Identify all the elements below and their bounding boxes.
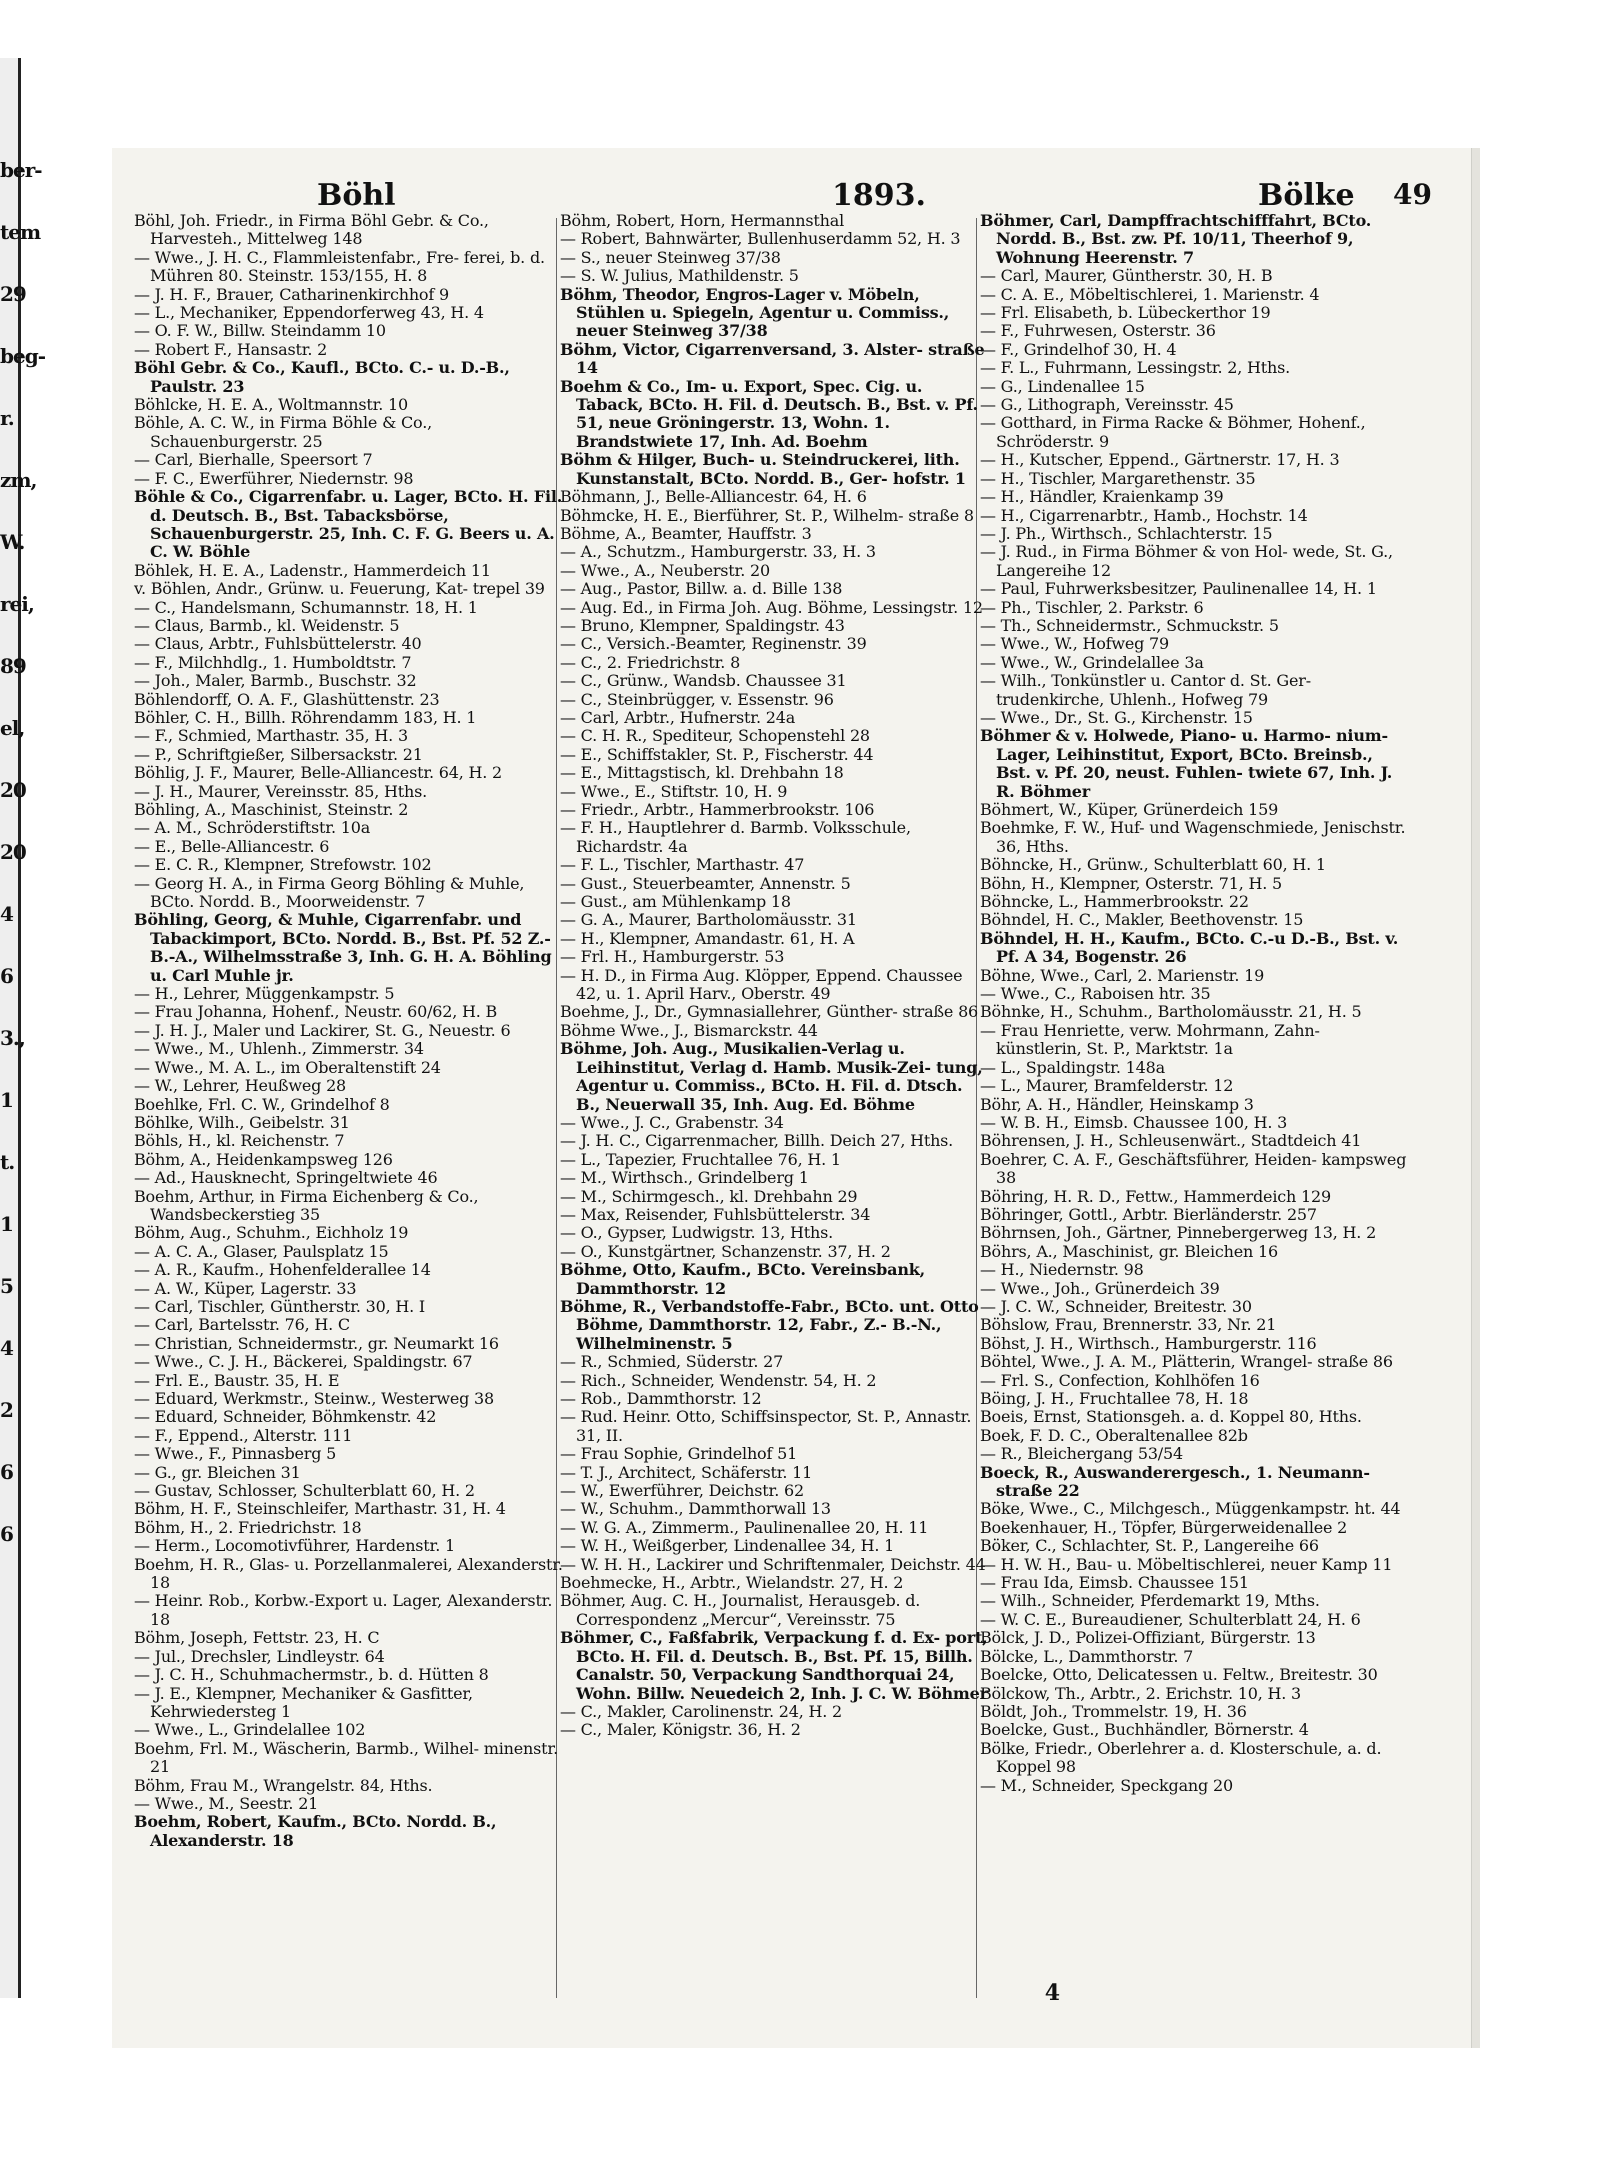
directory-entry: — H., Händler, Kraienkamp 39: [980, 487, 1224, 507]
directory-entry: Boehm, H. R., Glas- u. Porzellanmalerei, Alexanderstr. 18: [134, 1554, 563, 1593]
year-heading: 1893.: [832, 178, 926, 213]
directory-entry: Böhmcke, H. E., Bierführer, St. P., Wilhelm- straße 8: [560, 505, 974, 525]
directory-entry: Böldt, Joh., Trommelstr. 19, H. 36: [980, 1701, 1247, 1721]
directory-entry: — A. C. A., Glaser, Paulsplatz 15: [134, 1241, 389, 1261]
directory-entry: Böhlig, J. F., Maurer, Belle-Alliancestr. 64, H. 2: [134, 763, 503, 783]
directory-entry: — H. D., in Firma Aug. Klöpper, Eppend. Chaussee 42, u. 1. April Harv., Oberstr. 49: [560, 965, 963, 1004]
directory-entry: Böhme, Otto, Kaufm., BCto. Vereinsbank, Dammthorstr. 12: [560, 1260, 926, 1298]
directory-entry: — Wwe., Dr., St. G., Kirchenstr. 15: [980, 707, 1253, 727]
directory-entry: — Rud. Heinr. Otto, Schiffsinspector, St. P., Annastr. 31, II.: [560, 1407, 972, 1445]
directory-entry: Böhndel, H. H., Kaufm., BCto. C.-u D.-B., Bst. v. Pf. A 34, Bogenstr. 26: [980, 928, 1399, 967]
directory-entry: — W. H., Weißgerber, Lindenallee 34, H. 1: [560, 1536, 895, 1556]
directory-entry: Böhlek, H. E. A., Ladenstr., Hammerdeich 11: [134, 560, 491, 580]
directory-entry: Böhringer, Gottl., Arbtr. Bierländerstr. 257: [980, 1204, 1317, 1224]
directory-entry: — Rich., Schneider, Wendenstr. 54, H. 2: [560, 1370, 877, 1390]
previous-page-fragment: 6: [0, 1522, 13, 1546]
directory-entry: Böhme, R., Verbandstoffe-Fabr., BCto. unt. Otto Böhme, Dammthorstr. 12, Fabr., Z.- B.-N., Wilhelminenstr. 5: [560, 1296, 979, 1353]
directory-entry: — L., Mechaniker, Eppendorferweg 43, H. 4: [134, 303, 484, 323]
directory-entry: — Carl, Tischler, Güntherstr. 30, H. I: [134, 1296, 426, 1316]
directory-entry: — F. C., Ewerführer, Niedernstr. 98: [134, 468, 414, 488]
directory-entry: — R., Bleichergang 53/54: [980, 1444, 1183, 1464]
directory-entry: Böhle & Co., Cigarrenfabr. u. Lager, BCto. H. Fil. d. Deutsch. B., Bst. Tabacksbörse, Schauenburgerstr. 25, Inh. C. F. G. Beers u. A. C. W. Böhle: [134, 487, 563, 562]
directory-entry: — Ad., Hausknecht, Springeltwiete 46: [134, 1168, 438, 1188]
directory-entry: — J. H., Maurer, Vereinsstr. 85, Hths.: [134, 781, 427, 801]
directory-entry: Böhl, Joh. Friedr., in Firma Böhl Gebr. & Co., Harvesteh., Mittelweg 148: [134, 211, 489, 249]
directory-entry: — R., Schmied, Süderstr. 27: [560, 1352, 784, 1372]
directory-entry: — Wwe., C. J. H., Bäckerei, Spaldingstr. 67: [134, 1352, 473, 1372]
previous-page-fragment: tem: [0, 220, 41, 244]
directory-entry: — Wilh., Tonkünstler u. Cantor d. St. Ger- trudenkirche, Uhlenh., Hofweg 79: [980, 671, 1311, 709]
left-running-head: Böhl: [317, 178, 396, 213]
directory-entry: — Claus, Arbtr., Fuhlsbüttelerstr. 40: [134, 634, 422, 654]
directory-entry: — E. C. R., Klempner, Strefowstr. 102: [134, 855, 432, 875]
previous-page-edge: [0, 58, 45, 1998]
directory-entry: — Jul., Drechsler, Lindleystr. 64: [134, 1646, 385, 1666]
directory-entry: — Wwe., M., Seestr. 21: [134, 1793, 319, 1813]
directory-entry: — Frau Sophie, Grindelhof 51: [560, 1444, 798, 1464]
directory-entry: — H., Klempner, Amandastr. 61, H. A: [560, 928, 855, 948]
directory-entry: — M., Schirmgesch., kl. Drehbahn 29: [560, 1186, 858, 1206]
directory-entry: — Carl, Maurer, Güntherstr. 30, H. B: [980, 266, 1273, 286]
previous-page-fragment: 1: [0, 1088, 13, 1112]
directory-entry: Böhling, A., Maschinist, Steinstr. 2: [134, 800, 409, 819]
directory-entry: Böhm, Aug., Schuhm., Eichholz 19: [134, 1223, 409, 1243]
directory-entry: — E., Belle-Alliancestr. 6: [134, 836, 330, 856]
directory-entry: Böhlendorff, O. A. F., Glashüttenstr. 23: [134, 689, 440, 709]
directory-entry: — J. H. J., Maler und Lackirer, St. G., Neuestr. 6: [134, 1020, 511, 1040]
directory-entry: Böhndel, H. C., Makler, Beethovenstr. 15: [980, 910, 1304, 930]
directory-entry: — Wilh., Schneider, Pferdemarkt 19, Mths.: [980, 1591, 1320, 1611]
previous-page-fragment: ber-: [0, 158, 42, 182]
directory-entry: — G., Lithograph, Vereinsstr. 45: [980, 395, 1234, 415]
directory-entry: v. Böhlen, Andr., Grünw. u. Feuerung, Kat- trepel 39: [134, 579, 545, 599]
directory-entry: Böhnke, H., Schuhm., Bartholomäusstr. 21, H. 5: [980, 1002, 1362, 1022]
directory-entry: Boehme, J., Dr., Gymnasiallehrer, Günther- straße 86: [560, 1002, 979, 1022]
directory-entry: — W. B. H., Eimsb. Chaussee 100, H. 3: [980, 1112, 1288, 1132]
directory-entry: — Wwe., C., Raboisen htr. 35: [980, 984, 1211, 1004]
directory-entry: Böhrensen, J. H., Schleusenwärt., Stadtdeich 41: [980, 1131, 1362, 1151]
directory-entry: — Christian, Schneidermstr., gr. Neumarkt 16: [134, 1333, 499, 1353]
directory-entry: — Wwe., M., Uhlenh., Zimmerstr. 34: [134, 1039, 424, 1059]
directory-entry: Böhmer, C., Faßfabrik, Verpackung f. d. Ex- port, BCto. H. Fil. d. Deutsch. B., Bst. Pf. 15, Billh. Canalstr. 50, Verpackung Sandthorquai 24, Wohn. Billw. Neuedeich 2, Inh. J. C. W. Böhmer: [560, 1628, 988, 1703]
directory-entry: Böhst, J. H., Wirthsch., Hamburgerstr. 116: [980, 1333, 1317, 1353]
previous-page-fragment: rei,: [0, 592, 34, 616]
directory-entry: — C., Maler, Königstr. 36, H. 2: [560, 1720, 801, 1740]
directory-entry: — O., Kunstgärtner, Schanzenstr. 37, H. 2: [560, 1241, 891, 1261]
directory-entry: — O., Gypser, Ludwigstr. 13, Hths.: [560, 1223, 833, 1243]
previous-page-fragment: 2: [0, 1398, 13, 1422]
column-1: [134, 212, 564, 2020]
signature-mark: 4: [1044, 1980, 1060, 2006]
directory-entry: — Frau Johanna, Hohenf., Neustr. 60/62, H. B: [134, 1002, 498, 1022]
previous-page-fragment: zm,: [0, 468, 37, 492]
directory-entry: — J. C. H., Schuhmachermstr., b. d. Hütten 8: [134, 1665, 489, 1685]
previous-page-fragment: 1: [0, 1212, 13, 1236]
directory-entry: — Rob., Dammthorstr. 12: [560, 1389, 762, 1408]
directory-entry: — C., Versich.-Beamter, Reginenstr. 39: [560, 634, 867, 654]
directory-entry: Böhm, Joseph, Fettstr. 23, H. C: [134, 1628, 380, 1648]
directory-entry: Böhlke, Wilh., Geibelstr. 31: [134, 1112, 350, 1132]
directory-entry: Boehmke, F. W., Huf- und Wagenschmiede, Jenischstr. 36, Hths.: [980, 818, 1406, 856]
directory-entry: — Wwe., W., Grindelallee 3a: [980, 652, 1204, 672]
directory-entry: Böhrs, A., Maschinist, gr. Bleichen 16: [980, 1241, 1278, 1261]
directory-entry: Böhlcke, H. E. A., Woltmannstr. 10: [134, 395, 409, 415]
directory-entry: — Eduard, Schneider, Böhmkenstr. 42: [134, 1407, 437, 1427]
page-number: 49: [1393, 178, 1432, 211]
page-header: [112, 148, 1472, 218]
directory-entry: Boekenhauer, H., Töpfer, Bürgerweidenallee 2: [980, 1517, 1348, 1537]
directory-entry: — Frl. S., Confection, Kohlhöfen 16: [980, 1370, 1260, 1390]
directory-entry: — Aug., Pastor, Billw. a. d. Bille 138: [560, 579, 843, 599]
directory-entry: Boehrer, C. A. F., Geschäftsführer, Heiden- kampsweg 38: [980, 1149, 1407, 1188]
directory-entry: — C., Grünw., Wandsb. Chaussee 31: [560, 671, 847, 691]
directory-entry: — F., Grindelhof 30, H. 4: [980, 339, 1177, 359]
directory-entry: Boehm, Frl. M., Wäscherin, Barmb., Wilhel- minenstr. 21: [134, 1738, 558, 1777]
previous-page-fragment: 20: [0, 778, 26, 802]
directory-entry: — W., Ewerführer, Deichstr. 62: [560, 1481, 804, 1501]
directory-entry: — Gust., am Mühlenkamp 18: [560, 892, 791, 912]
directory-entry: Boehmecke, H., Arbtr., Wielandstr. 27, H. 2: [560, 1573, 904, 1593]
directory-entry: Böhm, Victor, Cigarrenversand, 3. Alster- straße 14: [560, 339, 985, 378]
directory-entry: — C., Makler, Carolinenstr. 24, H. 2: [560, 1701, 842, 1721]
directory-entry: Böhncke, L., Hammerbrookstr. 22: [980, 892, 1249, 912]
previous-page-fragment: 3.,: [0, 1026, 25, 1050]
previous-page-fragment: 6: [0, 964, 13, 988]
directory-entry: Bölke, Friedr., Oberlehrer a. d. Klosterschule, a. d. Koppel 98: [980, 1738, 1382, 1777]
directory-entry: Böhm, H., 2. Friedrichstr. 18: [134, 1517, 362, 1537]
directory-entry: Boehm, Arthur, in Firma Eichenberg & Co., Wandsbeckerstieg 35: [134, 1186, 479, 1224]
previous-page-fragment: 20: [0, 840, 26, 864]
directory-entry: Böhm, H. F., Steinschleifer, Marthastr. 31, H. 4: [134, 1499, 506, 1519]
directory-entry: Böhtel, Wwe., J. A. M., Plätterin, Wrangel- straße 86: [980, 1352, 1393, 1372]
directory-entry: Böhm, Robert, Horn, Hermannsthal: [560, 211, 844, 230]
previous-page-fragment: el,: [0, 716, 25, 740]
directory-entry: — Herm., Locomotivführer, Hardenstr. 1: [134, 1536, 455, 1556]
directory-entry: — Robert, Bahnwärter, Bullenhuserdamm 52, H. 3: [560, 229, 961, 249]
directory-entry: Böhmer & v. Holwede, Piano- u. Harmo- nium-Lager, Leihinstitut, Export, BCto. Breinsb., Bst. v. Pf. 20, neust. Fuhlen- twiete 67, Inh. J. R. Böhmer: [980, 726, 1393, 801]
directory-entry: — M., Schneider, Speckgang 20: [980, 1775, 1233, 1795]
directory-entry: — J. H. C., Cigarrenmacher, Billh. Deich 27, Hths.: [560, 1131, 954, 1151]
directory-entry: — J. E., Klempner, Mechaniker & Gasfitter, Kehrwiedersteg 1: [134, 1683, 473, 1721]
directory-entry: — L., Spaldingstr. 148a: [980, 1057, 1165, 1077]
directory-entry: — H. W. H., Bau- u. Möbeltischlerei, neuer Kamp 11: [980, 1554, 1393, 1574]
directory-entry: — T. J., Architect, Schäferstr. 11: [560, 1462, 813, 1482]
directory-entry: — W. C. E., Bureaudiener, Schulterblatt 24, H. 6: [980, 1609, 1361, 1629]
directory-entry: — Wwe., J. C., Grabenstr. 34: [560, 1112, 784, 1132]
directory-entry: — Carl, Bartelsstr. 76, H. C: [134, 1315, 350, 1335]
previous-page-fragment: 89: [0, 654, 26, 678]
directory-entry: Böhm & Hilger, Buch- u. Steindruckerei, lith. Kunstanstalt, BCto. Nordd. B., Ger- hofstr. 1: [560, 450, 966, 488]
directory-entry: — Wwe., Joh., Grünerdeich 39: [980, 1278, 1220, 1298]
directory-entry: — C. A. E., Möbeltischlerei, 1. Marienstr. 4: [980, 284, 1320, 304]
directory-entry: — H., Tischler, Margarethenstr. 35: [980, 468, 1256, 488]
directory-entry: — Frau Henriette, verw. Mohrmann, Zahn- künstlerin, St. P., Marktstr. 1a: [980, 1020, 1320, 1059]
directory-entry: — Robert F., Hansastr. 2: [134, 339, 328, 359]
directory-entry: — Wwe., E., Stiftstr. 10, H. 9: [560, 781, 788, 801]
directory-entry: — E., Mittagstisch, kl. Drehbahn 18: [560, 763, 844, 783]
directory-entry: Boehm & Co., Im- u. Export, Spec. Cig. u. Taback, BCto. H. Fil. d. Deutsch. B., Bst. v. Pf. 51, neue Gröningerstr. 13, Wohn. 1. Brandstwiete 17, Inh. Ad. Boehm: [560, 376, 978, 451]
directory-entry: — J. H. F., Brauer, Catharinenkirchhof 9: [134, 284, 449, 304]
directory-entry: Böhme, A., Beamter, Hauffstr. 3: [560, 523, 812, 543]
directory-entry: Boeck, R., Auswanderergesch., 1. Neumann- straße 22: [980, 1462, 1370, 1501]
directory-entry: Boehm, Robert, Kaufm., BCto. Nordd. B., Alexanderstr. 18: [134, 1812, 497, 1850]
directory-entry: — P., Schriftgießer, Silbersackstr. 21: [134, 744, 423, 764]
directory-entry: Boehlke, Frl. C. W., Grindelhof 8: [134, 1094, 390, 1114]
directory-entry: — A. R., Kaufm., Hohenfelderallee 14: [134, 1260, 431, 1280]
directory-entry: — Wwe., L., Grindelallee 102: [134, 1720, 366, 1740]
directory-entry: — F., Schmied, Marthastr. 35, H. 3: [134, 726, 408, 746]
directory-entry: Böhme Wwe., J., Bismarckstr. 44: [560, 1020, 818, 1040]
directory-entry: — H., Kutscher, Eppend., Gärtnerstr. 17, H. 3: [980, 450, 1340, 470]
directory-entry: — M., Wirthsch., Grindelberg 1: [560, 1168, 809, 1188]
directory-entry: — F. H., Hauptlehrer d. Barmb. Volksschule, Richardstr. 4a: [560, 818, 911, 856]
directory-entry: — C., Steinbrügger, v. Essenstr. 96: [560, 689, 834, 709]
right-running-head: Bölke: [1258, 178, 1355, 213]
directory-entry: — C., 2. Friedrichstr. 8: [560, 652, 741, 672]
directory-entry: — J. Rud., in Firma Böhmer & von Hol- wede, St. G., Langereihe 12: [980, 542, 1393, 580]
directory-entry: — Paul, Fuhrwerksbesitzer, Paulinenallee 14, H. 1: [980, 579, 1377, 599]
directory-entry: — F. L., Tischler, Marthastr. 47: [560, 855, 805, 875]
directory-entry: — Wwe., A., Neuberstr. 20: [560, 560, 770, 580]
previous-page-fragment: 4: [0, 1336, 13, 1360]
previous-page-fragment: 6: [0, 1460, 13, 1484]
directory-entry: — H., Lehrer, Müggenkampstr. 5: [134, 984, 395, 1004]
directory-entry: Boek, F. D. C., Oberaltenallee 82b: [980, 1425, 1248, 1445]
directory-entry: — W. H. H., Lackirer und Schriftenmaler, Deichstr. 44: [560, 1554, 986, 1574]
directory-entry: — J. C. W., Schneider, Breitestr. 30: [980, 1296, 1252, 1316]
directory-entry: — Eduard, Werkmstr., Steinw., Westerweg 38: [134, 1389, 494, 1408]
directory-entry: — H., Cigarrenarbtr., Hamb., Hochstr. 14: [980, 505, 1308, 525]
page-edge: [1471, 148, 1480, 2048]
directory-entry: — Wwe., J. H. C., Flammleistenfabr., Fre- ferei, b. d. Mühren 80. Steinstr. 153/155, H. 8: [134, 247, 545, 286]
directory-entry: — E., Schiffstakler, St. P., Fischerstr. 44: [560, 744, 874, 764]
directory-entry: — O. F. W., Billw. Steindamm 10: [134, 321, 386, 341]
directory-entry: — G. A., Maurer, Bartholomäusstr. 31: [560, 910, 857, 930]
directory-entry: Böhne, Wwe., Carl, 2. Marienstr. 19: [980, 965, 1265, 985]
directory-entry: Böhring, H. R. D., Fettw., Hammerdeich 129: [980, 1186, 1331, 1206]
directory-page: [112, 148, 1472, 2048]
directory-entry: — A. W., Küper, Lagerstr. 33: [134, 1278, 357, 1298]
previous-page-fragment: W.: [0, 530, 25, 554]
directory-entry: Böhm, Theodor, Engros-Lager v. Möbeln, Stühlen u. Spiegeln, Agentur u. Commiss., neuer Steinweg 37/38: [560, 284, 950, 341]
directory-entry: — Wwe., M. A. L., im Oberaltenstift 24: [134, 1057, 441, 1077]
directory-entry: Böhr, A. H., Händler, Heinskamp 3: [980, 1094, 1254, 1114]
directory-entry: — Th., Schneidermstr., Schmuckstr. 5: [980, 615, 1279, 635]
directory-entry: — H., Niedernstr. 98: [980, 1260, 1144, 1280]
directory-entry: — C. H. R., Spediteur, Schopenstehl 28: [560, 726, 870, 746]
directory-entry: Böhls, H., kl. Reichenstr. 7: [134, 1131, 345, 1151]
directory-entry: — Ph., Tischler, 2. Parkstr. 6: [980, 597, 1204, 617]
directory-entry: Böhl Gebr. & Co., Kaufl., BCto. C.- u. D.-B., Paulstr. 23: [134, 358, 510, 396]
directory-entry: — S. W. Julius, Mathildenstr. 5: [560, 266, 799, 286]
directory-entry: Böhler, C. H., Billh. Röhrendamm 183, H. 1: [134, 707, 477, 727]
directory-entry: — Frl. H., Hamburgerstr. 53: [560, 947, 785, 967]
directory-entry: Bölck, J. D., Polizei-Offiziant, Bürgerstr. 13: [980, 1628, 1316, 1648]
directory-entry: — Wwe., W., Hofweg 79: [980, 634, 1170, 654]
directory-entry: — L., Maurer, Bramfelderstr. 12: [980, 1076, 1234, 1096]
directory-entry: — F., Eppend., Alterstr. 111: [134, 1425, 353, 1445]
directory-entry: Bölckow, Th., Arbtr., 2. Erichstr. 10, H. 3: [980, 1683, 1302, 1703]
directory-entry: — A., Schutzm., Hamburgerstr. 33, H. 3: [560, 542, 876, 562]
directory-entry: — Gustav, Schlosser, Schulterblatt 60, H. 2: [134, 1481, 475, 1501]
directory-entry: — Frau Ida, Eimsb. Chaussee 151: [980, 1573, 1249, 1593]
directory-entry: — L., Tapezier, Fruchtallee 76, H. 1: [560, 1149, 841, 1169]
directory-entry: — Gotthard, in Firma Racke & Böhmer, Hohenf., Schröderstr. 9: [980, 413, 1366, 451]
directory-entry: Böker, C., Schlachter, St. P., Langereihe 66: [980, 1536, 1319, 1556]
directory-entry: — C., Handelsmann, Schumannstr. 18, H. 1: [134, 597, 478, 617]
directory-entry: — Wwe., F., Pinnasberg 5: [134, 1444, 337, 1464]
directory-entry: — A. M., Schröderstiftstr. 10a: [134, 818, 371, 838]
directory-entry: Böhm, A., Heidenkampsweg 126: [134, 1149, 393, 1169]
directory-entry: — Carl, Bierhalle, Speersort 7: [134, 450, 373, 470]
directory-entry: Böhmer, Carl, Dampffrachtschifffahrt, BCto. Nordd. B., Bst. zw. Pf. 10/11, Theerhof 9, Wohnung Heerenstr. 7: [980, 211, 1372, 267]
directory-entry: — G., Lindenallee 15: [980, 376, 1145, 396]
directory-entry: — Georg H. A., in Firma Georg Böhling & Muhle, BCto. Nordd. B., Moorweidenstr. 7: [134, 873, 525, 912]
directory-entry: — S., neuer Steinweg 37/38: [560, 247, 781, 267]
directory-entry: — Friedr., Arbtr., Hammerbrookstr. 106: [560, 800, 875, 819]
previous-page-fragment: 4: [0, 902, 13, 926]
directory-entry: — Heinr. Rob., Korbw.-Export u. Lager, Alexanderstr. 18: [134, 1591, 553, 1629]
directory-entry: — G., gr. Bleichen 31: [134, 1462, 301, 1482]
directory-entry: — F., Fuhrwesen, Osterstr. 36: [980, 321, 1216, 341]
directory-entry: Boeis, Ernst, Stationsgeh. a. d. Koppel 80, Hths.: [980, 1407, 1362, 1427]
previous-page-fragment: 5: [0, 1274, 13, 1298]
directory-entry: Boelcke, Otto, Delicatessen u. Feltw., Breitestr. 30: [980, 1665, 1378, 1685]
directory-entry: Böhling, Georg, & Muhle, Cigarrenfabr. und Tabackimport, BCto. Nordd. B., Bst. Pf. 52 Z.-B.-A., Wilhelmsstraße 3, Inh. G. H. A. Böhling u. Carl Muhle jr.: [134, 910, 552, 985]
directory-entry: Böhle, A. C. W., in Firma Böhle & Co., Schauenburgerstr. 25: [134, 413, 432, 451]
column-2: [560, 212, 990, 2020]
directory-entry: — Aug. Ed., in Firma Joh. Aug. Böhme, Lessingstr. 12: [560, 597, 983, 617]
directory-entry: — Claus, Barmb., kl. Weidenstr. 5: [134, 615, 400, 635]
directory-entry: Böhme, Joh. Aug., Musikalien-Verlag u. Leihinstitut, Verlag d. Hamb. Musik-Zei- tung, Agentur u. Commiss., BCto. H. Fil. d. Dtsch. B., Neuerwall 35, Inh. Aug. Ed. Böhme: [560, 1039, 983, 1114]
directory-entry: — Max, Reisender, Fuhlsbüttelerstr. 34: [560, 1204, 871, 1224]
directory-entry: — Joh., Maler, Barmb., Buschstr. 32: [134, 671, 417, 691]
directory-entry: — J. Ph., Wirthsch., Schlachterstr. 15: [980, 523, 1273, 543]
previous-page-fragment: 29: [0, 282, 26, 306]
previous-page-fragment: t.: [0, 1150, 15, 1174]
directory-entry: — Frl. Elisabeth, b. Lübeckerthor 19: [980, 303, 1271, 323]
directory-entry: Böhslow, Frau, Brennerstr. 33, Nr. 21: [980, 1315, 1277, 1335]
directory-entry: — Gust., Steuerbeamter, Annenstr. 5: [560, 873, 851, 893]
directory-entry: — Bruno, Klempner, Spaldingstr. 43: [560, 615, 845, 635]
directory-entry: — W. G. A., Zimmerm., Paulinenallee 20, H. 11: [560, 1517, 929, 1537]
directory-entry: Böhncke, H., Grünw., Schulterblatt 60, H. 1: [980, 855, 1326, 875]
directory-entry: — W., Lehrer, Heußweg 28: [134, 1076, 347, 1096]
directory-entry: Böhm, Frau M., Wrangelstr. 84, Hths.: [134, 1775, 433, 1795]
directory-entry: Böke, Wwe., C., Milchgesch., Müggenkampstr. ht. 44: [980, 1499, 1401, 1519]
directory-entry: Böhmert, W., Küper, Grünerdeich 159: [980, 800, 1279, 819]
directory-entry: Boelcke, Gust., Buchhändler, Börnerstr. 4: [980, 1720, 1309, 1740]
directory-entry: Böhrnsen, Joh., Gärtner, Pinnebergerweg 13, H. 2: [980, 1223, 1377, 1243]
directory-entry: Böhmann, J., Belle-Alliancestr. 64, H. 6: [560, 487, 867, 507]
directory-entry: Bölcke, L., Dammthorstr. 7: [980, 1646, 1194, 1666]
directory-entry: — F. L., Fuhrmann, Lessingstr. 2, Hths.: [980, 358, 1291, 378]
previous-page-fragment: beg-: [0, 344, 45, 368]
previous-page-fragment: r.: [0, 406, 14, 430]
directory-entry: — W., Schuhm., Dammthorwall 13: [560, 1499, 831, 1519]
directory-entry: — Frl. E., Baustr. 35, H. E: [134, 1370, 340, 1390]
column-3: [980, 212, 1410, 2020]
directory-entry: Böhmer, Aug. C. H., Journalist, Herausgeb. d. Correspondenz „Mercur“, Vereinsstr. 75: [560, 1591, 921, 1629]
directory-entry: Böhn, H., Klempner, Osterstr. 71, H. 5: [980, 873, 1282, 893]
directory-entry: — Carl, Arbtr., Hufnerstr. 24a: [560, 707, 796, 727]
directory-entry: Böing, J. H., Fruchtallee 78, H. 18: [980, 1389, 1249, 1408]
directory-entry: — F., Milchhdlg., 1. Humboldtstr. 7: [134, 652, 412, 672]
